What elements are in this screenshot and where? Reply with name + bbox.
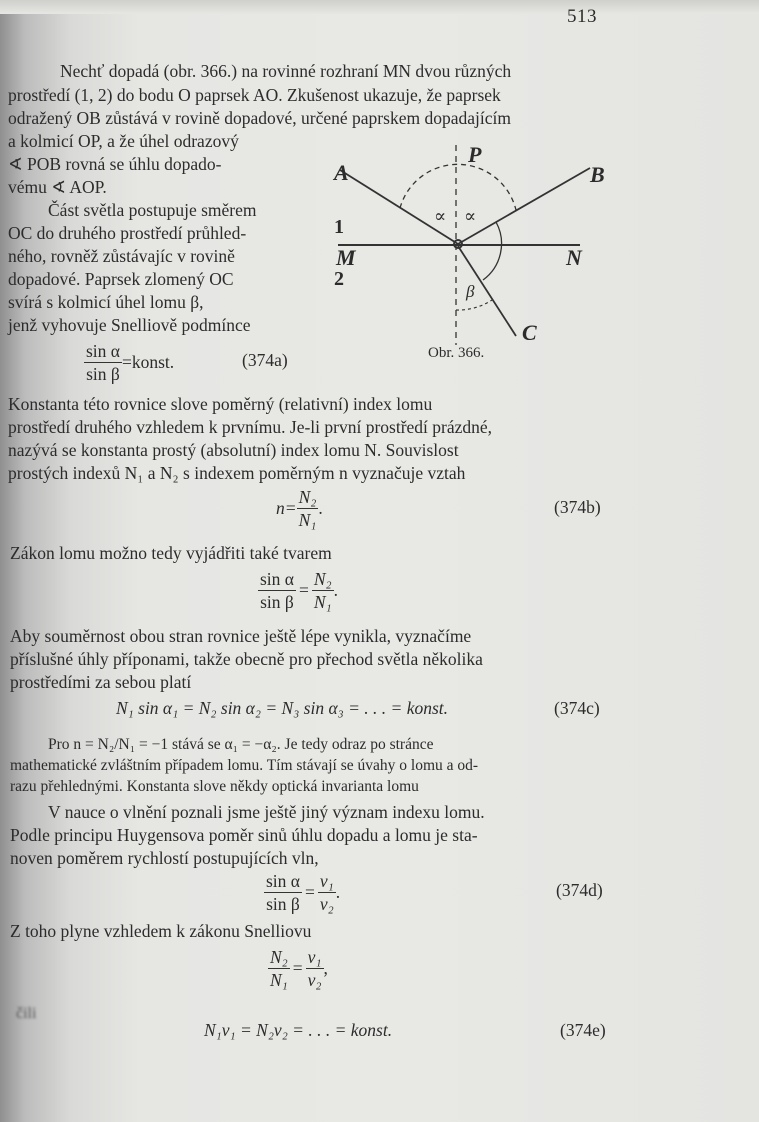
margin-word: čili: [16, 1005, 37, 1022]
p6-line-2: Podle principu Huygensova poměr sinů úhlu dopadu a lomu je sta-: [10, 825, 478, 845]
p6-line-3: noven poměrem rychlostí postupujících vln,: [10, 848, 319, 868]
note-line-3: razu přehlednými. Konstanta slove někdy optická invarianta lomu: [10, 778, 419, 795]
figure-caption: Obr. 366.: [428, 345, 485, 361]
p1-line-1: Nechť dopadá (obr. 366.) na rovinné rozhraní MN dvou různých: [60, 61, 512, 81]
equation-374b: n= $\frac{\text{N₂}}{\text{N₁}}$ .: [276, 487, 323, 530]
p2-line-1: Část světla postupuje směrem: [48, 200, 257, 220]
equation-374c: N₁ sin α₁ = N₂ sin α₂ = N₃ sin α₃ = . . . = konst.: [116, 698, 449, 718]
p1-line-6: vému ∢ AOP.: [8, 177, 107, 197]
p5-line-1: Aby souměrnost obou stran rovnice ještě lépe vynikla, vyznačíme: [10, 626, 472, 646]
fraction: $\frac{\text{N₂}}{\text{N₁}}$: [298, 487, 317, 530]
p3-line-1: Konstanta této rovnice slove poměrný (relativní) index lomu: [8, 394, 433, 414]
p5-line-2: příslušné úhly příponami, takže obecně pro přechod světla několika: [10, 649, 483, 669]
p1-line-5: ∢ POB rovná se úhlu dopado-: [8, 154, 222, 174]
label-medium-1: 1: [334, 216, 344, 238]
label-C: C: [522, 320, 537, 345]
equation-374d: $\frac{\text{sin α}}{\text{sin β}}$ = $\frac{\text{v₁}}{\text{v₂}}$ .: [266, 871, 341, 914]
equation-tag-374d: (374d): [556, 880, 603, 900]
page-number: 513: [567, 6, 597, 27]
note-line-2: mathematické zvláštním případem lomu. Tím stávají se úvahy o lomu a od-: [10, 757, 479, 774]
label-alpha-right: ∝: [464, 206, 477, 226]
equation-refraction-law: $\frac{\text{sin α}}{\text{sin β}}$ = $\frac{\text{N₂}}{\text{N₁}}$ .: [260, 569, 338, 612]
label-B: B: [590, 162, 605, 187]
p2-line-3: ného, rovněž zůstávajíc v rovině: [8, 246, 235, 266]
equation-tag-374c: (374c): [554, 698, 600, 718]
label-M: M: [336, 245, 356, 270]
p2-line-2: OC do druhého prostředí průhled-: [8, 223, 247, 243]
p1-line-3: odražený OB zůstává v rovině dopadové, určené paprskem dopadajícím: [8, 108, 511, 128]
note-line-1: Pro n = N₂/N₁ = −1 stává se α₁ = −α₂. Je tedy odraz po stránce: [48, 736, 434, 753]
label-alpha-left: ∝: [434, 206, 447, 226]
p4-line: Zákon lomu možno tedy vyjádřiti také tvarem: [10, 543, 332, 563]
equation-tag-374a: (374a): [242, 350, 288, 370]
label-P: P: [468, 142, 482, 167]
p1-line-4: a kolmicí OP, a že úhel odrazový: [8, 131, 239, 151]
p3-line-2: prostředí druhého vzhledem k prvnímu. Je-li první prostředí prázdné,: [8, 417, 493, 437]
equation-374e: N₁v₁ = N₂v₂ = . . . = konst.: [204, 1020, 393, 1040]
p5-line-3: prostředími za sebou platí: [10, 672, 192, 692]
page-top-shadow: [0, 0, 759, 14]
figure-366-refraction-diagram: [318, 140, 608, 355]
p2-line-5: svírá s kolmicí úhel lomu β,: [8, 292, 204, 312]
label-beta: β: [466, 282, 475, 301]
label-A: A: [334, 160, 349, 185]
p3-line-4: prostých indexů N₁ a N₂ s indexem poměrným n vyznačuje vztah: [8, 463, 466, 483]
p7-line: Z toho plyne vzhledem k zákonu Snelliovu: [10, 921, 312, 941]
equation-tag-374e: (374e): [560, 1020, 606, 1040]
p6-line-1: V nauce o vlnění poznali jsme ještě jiný význam indexu lomu.: [48, 802, 485, 822]
p2-line-4: dopadové. Paprsek zlomený OC: [8, 269, 234, 289]
fraction: $\frac{\text{sin α}}{\text{sin β}}$: [86, 341, 120, 384]
label-medium-2: 2: [334, 268, 344, 290]
equation-snell-velocity: $\frac{\text{N₂}}{\text{N₁}}$ = $\frac{\text{v₁}}{\text{v₂}}$ ,: [270, 947, 328, 990]
p2-line-6: jenž vyhovuje Snelliově podmínce: [8, 315, 251, 335]
equation-374a: $\frac{\text{sin α}}{\text{sin β}}$ =konst.: [86, 341, 175, 384]
equation-tag-374b: (374b): [554, 497, 601, 517]
p3-line-3: nazývá se konstanta prostý (absolutní) index lomu N. Souvislost: [8, 440, 459, 460]
p1-line-2: prostředí (1, 2) do bodu O paprsek AO. Zkušenost ukazuje, že paprsek: [8, 85, 501, 105]
label-N: N: [566, 245, 582, 270]
